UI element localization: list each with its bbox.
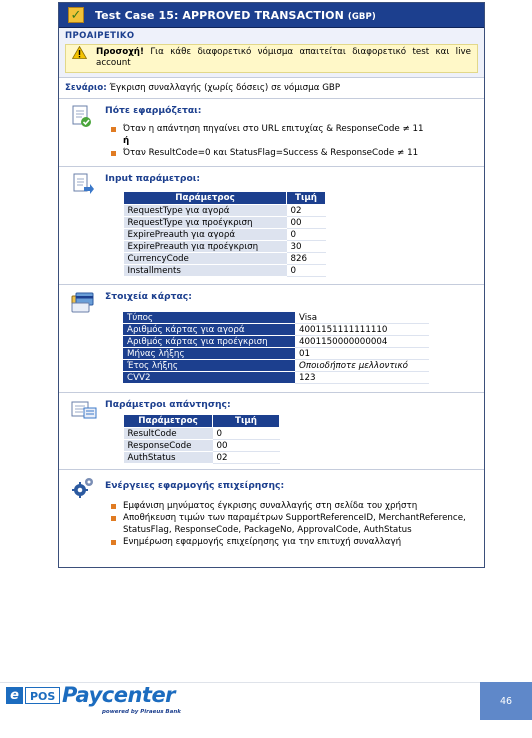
warning-box bbox=[65, 44, 478, 73]
param-name: Έτος λήξης bbox=[123, 360, 295, 372]
response-params-table bbox=[123, 414, 280, 464]
param-name: ResponseCode bbox=[124, 440, 213, 452]
logo-subtitle: powered by Piraeus Bank bbox=[102, 709, 181, 715]
logo-pos: POS bbox=[25, 687, 60, 704]
table-row bbox=[124, 265, 326, 277]
bullet-icon bbox=[111, 127, 116, 132]
actions-title: Ενέργειες εφαρμογής επιχείρησης: bbox=[105, 480, 285, 491]
bullet-icon bbox=[111, 516, 116, 521]
table-row bbox=[124, 253, 326, 265]
param-name: ExpirePreauth για προέγκριση bbox=[124, 241, 287, 253]
credit-card-icon bbox=[71, 291, 93, 313]
param-name: ResultCode bbox=[124, 428, 213, 440]
list-item: ή bbox=[123, 136, 130, 146]
card-title: Test Case 15: APPROVED TRANSACTION (GBP) bbox=[95, 8, 376, 22]
card-title-text: Στοιχεία κάρτας: bbox=[105, 291, 192, 302]
param-value: 4001150000000004 bbox=[295, 336, 429, 348]
test-case-card bbox=[58, 2, 485, 568]
bullet-icon bbox=[111, 504, 116, 509]
table-row bbox=[123, 360, 429, 372]
table-row bbox=[123, 324, 429, 336]
input-section bbox=[59, 167, 484, 285]
param-name: CurrencyCode bbox=[124, 253, 287, 265]
param-value: 00 bbox=[287, 217, 326, 229]
response-title: Παράμετροι απάντησης: bbox=[105, 399, 231, 410]
when-title: Πότε εφαρμόζεται: bbox=[105, 105, 202, 116]
table-row bbox=[124, 241, 326, 253]
param-name: Μήνας λήξης bbox=[123, 348, 295, 360]
param-value: Visa bbox=[295, 312, 429, 324]
epos-paycenter-logo bbox=[6, 683, 186, 719]
when-list bbox=[111, 123, 424, 159]
document-list-icon bbox=[71, 399, 93, 421]
list-item: Ενημέρωση εφαρμογής επιχείρησης για την επιτυχή συναλλαγή bbox=[111, 536, 471, 548]
param-name: Αριθμός κάρτας για αγορά bbox=[123, 324, 295, 336]
param-value: 0 bbox=[213, 428, 280, 440]
param-value: 123 bbox=[295, 372, 429, 384]
param-value: 02 bbox=[287, 205, 326, 217]
list-item: Αποθήκευση τιμών των παραμέτρων SupportReferenceID, MerchantReference, StatusFlag, ResponseCode, PackageNo, ApprovalCode, AuthStatus bbox=[111, 512, 471, 536]
col-header-value: Τιμή bbox=[213, 415, 280, 428]
param-value: 01 bbox=[295, 348, 429, 360]
param-value: 0 bbox=[287, 229, 326, 241]
page-number: 46 bbox=[480, 682, 532, 720]
table-row bbox=[123, 372, 429, 384]
document-check-icon bbox=[71, 105, 93, 127]
card-header bbox=[59, 3, 484, 28]
logo-brand: Paycenter bbox=[62, 683, 176, 707]
param-name: Τύπος bbox=[123, 312, 295, 324]
list-item: Όταν ResultCode=0 και StatusFlag=Success & ResponseCode ≠ 11 bbox=[111, 147, 424, 159]
param-name: CVV2 bbox=[123, 372, 295, 384]
actions-list bbox=[111, 500, 471, 548]
param-value: 30 bbox=[287, 241, 326, 253]
param-name: Αριθμός κάρτας για προέγκριση bbox=[123, 336, 295, 348]
bullet-icon bbox=[111, 151, 116, 156]
table-row bbox=[124, 217, 326, 229]
checkbox-icon: ✓ bbox=[68, 7, 84, 23]
param-value: 826 bbox=[287, 253, 326, 265]
param-value: 02 bbox=[213, 452, 280, 464]
list-item: Εμφάνιση μηνύματος έγκρισης συναλλαγής στη σελίδα του χρήστη bbox=[111, 500, 471, 512]
param-name: AuthStatus bbox=[124, 452, 213, 464]
optional-section bbox=[59, 28, 484, 78]
actions-section bbox=[59, 470, 484, 574]
optional-label: ΠΡΟΑΙΡΕΤΙΚΟ bbox=[65, 31, 135, 41]
card-details-table bbox=[123, 312, 429, 384]
when-section bbox=[59, 99, 484, 167]
warning-text: Προσοχή! Για κάθε διαφορετικό νόμισμα απαιτείται διαφορετικό test και live account bbox=[96, 47, 471, 68]
col-header-param: Παράμετρος bbox=[124, 192, 287, 205]
param-name: RequestType για προέγκριση bbox=[124, 217, 287, 229]
param-value: Οποιοδήποτε μελλοντικό bbox=[295, 360, 429, 372]
list-item: Όταν η απάντηση πηγαίνει στο URL επιτυχίας & ResponseCode ≠ 11 bbox=[111, 123, 424, 135]
bullet-icon bbox=[111, 540, 116, 545]
gears-icon bbox=[71, 476, 93, 498]
table-row bbox=[123, 336, 429, 348]
logo-e: e bbox=[6, 687, 23, 704]
table-row bbox=[123, 312, 429, 324]
table-row bbox=[123, 348, 429, 360]
card-section bbox=[59, 285, 484, 393]
param-name: ExpirePreauth για αγορά bbox=[124, 229, 287, 241]
response-section bbox=[59, 393, 484, 470]
param-name: RequestType για αγορά bbox=[124, 205, 287, 217]
table-row bbox=[124, 452, 280, 464]
table-row bbox=[124, 205, 326, 217]
param-value: 4001151111111110 bbox=[295, 324, 429, 336]
input-title: Input παράμετροι: bbox=[105, 173, 201, 184]
table-row bbox=[124, 428, 280, 440]
input-params-table bbox=[123, 191, 326, 277]
table-row bbox=[124, 440, 280, 452]
scenario-line: Σενάριο: Έγκριση συναλλαγής (χωρίς δόσεις) σε νόμισμα GBP bbox=[59, 78, 484, 99]
col-header-param: Παράμετρος bbox=[124, 415, 213, 428]
param-value: 0 bbox=[287, 265, 326, 277]
col-header-value: Τιμή bbox=[287, 192, 326, 205]
param-name: Installments bbox=[124, 265, 287, 277]
param-value: 00 bbox=[213, 440, 280, 452]
table-row bbox=[124, 229, 326, 241]
warning-icon bbox=[72, 46, 88, 69]
document-arrow-icon bbox=[71, 173, 93, 195]
